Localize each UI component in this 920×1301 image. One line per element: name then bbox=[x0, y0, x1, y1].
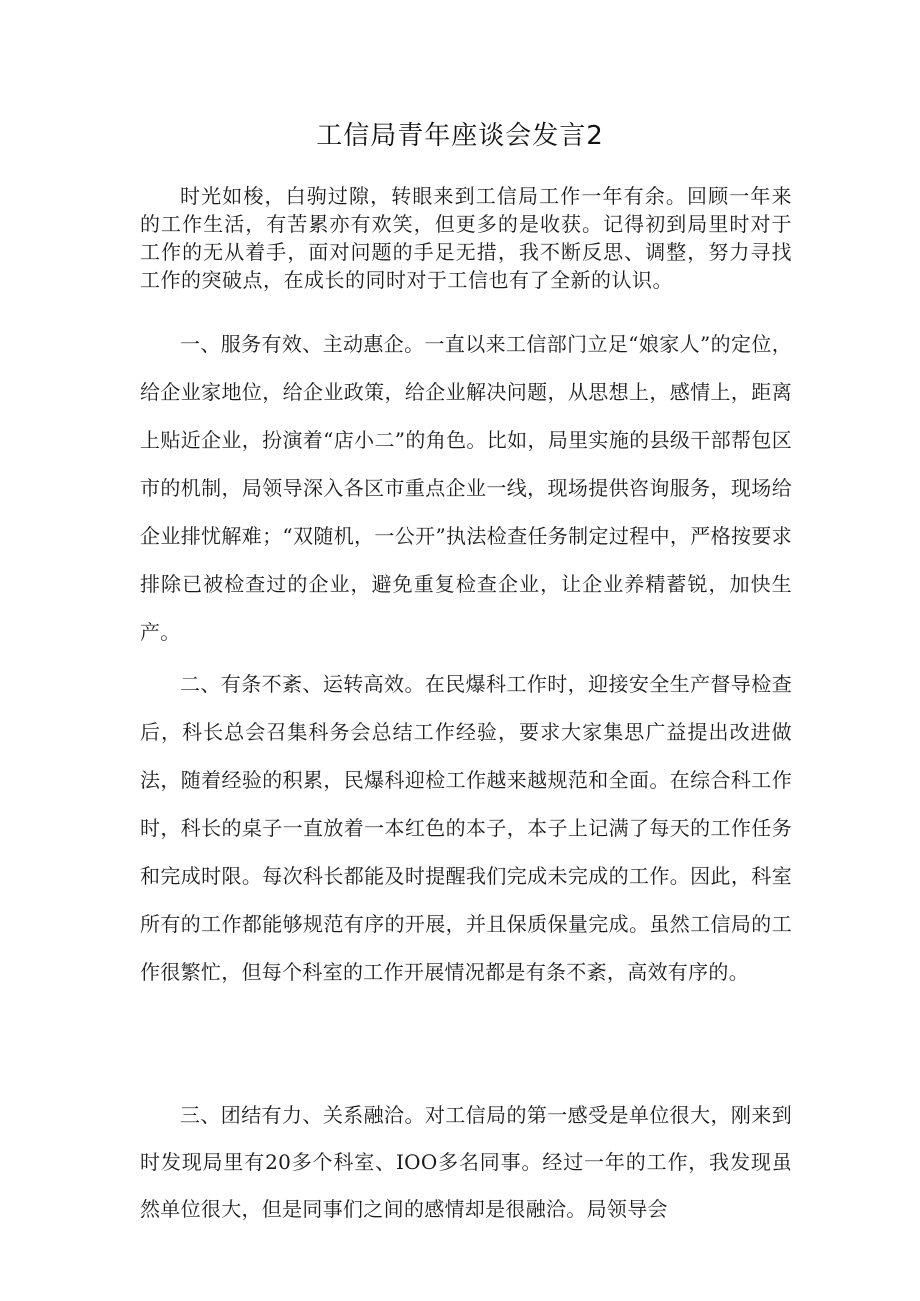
paragraph-section-two: 二、有条不紊、运转高效。在民爆科工作时，迎接安全生产督导检查后，科长总会召集科务会总结工作经验，要求大家集思广益提出改进做法，随着经验的积累，民爆科迎检工作越来越规范和全面。在综合科工作时，科长的桌子一直放着一本红色的本子，本子上记满了每天的工作任务和完成时限。每次科长都能及时提醒我们完成未完成的工作。因此，科室所有的工作都能够规范有序的开展，并且保质保量完成。虽然工信局的工作很繁忙，但每个科室的工作开展情况都是有条不紊，高效有序的。 bbox=[140, 672, 792, 984]
document-title: 工信局青年座谈会发言2 bbox=[316, 121, 604, 151]
paragraph-section-one: 一、服务有效、主动惠企。一直以来工信部门立足“娘家人”的定位，给企业家地位，给企业政策，给企业解决问题，从思想上，感情上，距离上贴近企业，扮演着“店小二”的角色。比如，局里实施的县级干部帮包区市的机制，局领导深入各区市重点企业一线，现场提供咨询服务，现场给企业排忧解难；“双随机，一公开”执法检查任务制定过程中，严格按要求排除已被检查过的企业，避免重复检查企业，让企业养精蓄锐，加快生产。 bbox=[140, 332, 792, 644]
paragraph-intro: 时光如梭，白驹过隙，转眼来到工信局工作一年有余。回顾一年来的工作生活，有苦累亦有欢笑，但更多的是收获。记得初到局里时对于工作的无从着手，面对问题的手足无措，我不断反思、调整，努力寻找工作的突破点，在成长的同时对于工信也有了全新的认识。 bbox=[140, 184, 792, 292]
paragraph-section-three: 三、团结有力、关系融洽。对工信局的第一感受是单位很大，刚来到时发现局里有20多个科室、IOO多名同事。经过一年的工作，我发现虽然单位很大，但是同事们之间的感情却是很融洽。局领导会 bbox=[140, 1103, 792, 1221]
